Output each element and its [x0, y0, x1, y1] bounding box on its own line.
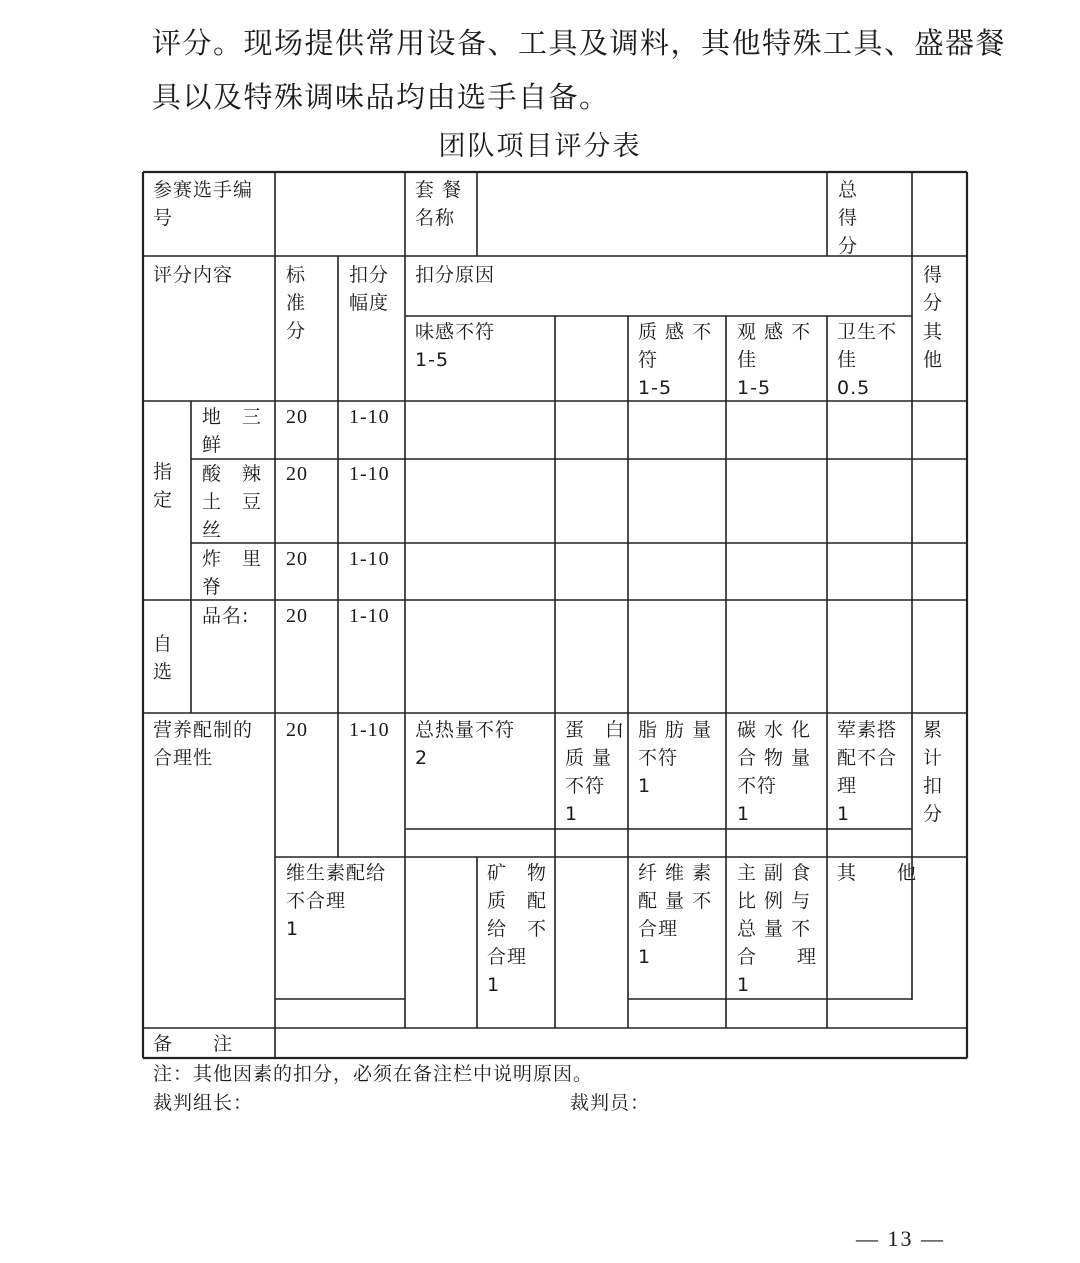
standard-score-label: 标 准 分 — [286, 264, 307, 342]
nutrition-calories: 总热量不符 2 — [415, 719, 516, 769]
nutrition-cumulative: 累 计 扣 分 — [923, 719, 944, 825]
reason-taste: 味感不符 1-5 — [415, 321, 496, 371]
judge-label: 裁判员： — [570, 1092, 651, 1114]
dish-range: 1-10 — [349, 406, 390, 428]
nutrition-mineral: 矿 物 质 配 给 不 合理 1 — [487, 862, 548, 996]
table-title: 团队项目评分表 — [438, 131, 642, 162]
chief-judge-label: 裁判组长： — [153, 1092, 254, 1114]
reason-texture: 质 感 不 符 1-5 — [638, 321, 713, 399]
page-number: — 13 — — [856, 1226, 945, 1251]
selfselect-standard: 20 — [286, 605, 308, 627]
reason-hygiene: 卫生不 佳 0.5 — [837, 321, 898, 399]
selfselect-range: 1-10 — [349, 605, 390, 627]
contestant-number-label: 参赛选手编 号 — [153, 179, 254, 229]
dish-standard: 20 — [286, 463, 308, 485]
remark-label: 备 注 — [153, 1033, 234, 1055]
nutrition-other: 其 他 — [837, 862, 918, 884]
nutrition-protein: 蛋 白 质 量 不符 1 — [565, 719, 626, 825]
meal-name-label: 套 餐 名称 — [415, 179, 463, 229]
dish-name: 地 三 鲜 — [202, 406, 263, 456]
dish-standard: 20 — [286, 548, 308, 570]
nutrition-range: 1-10 — [349, 719, 390, 741]
intro-line-1: 评分。现场提供常用设备、工具及调料，其他特殊工具、盛器餐 — [152, 26, 1007, 60]
intro-line-2: 具以及特殊调味品均由选手自备。 — [152, 80, 610, 114]
designated-label: 指 定 — [153, 461, 174, 511]
nutrition-veg: 荤素搭 配不合 理 1 — [837, 719, 898, 825]
footnote: 注：其他因素的扣分，必须在备注栏中说明原因。 — [153, 1063, 594, 1085]
score-content-label: 评分内容 — [153, 264, 234, 286]
deduct-reason-label: 扣分原因 — [415, 264, 496, 286]
nutrition-fat: 脂 肪 量 不符 1 — [638, 719, 713, 797]
nutrition-fiber: 纤 维 素 配 量 不 合理 1 — [638, 862, 713, 968]
dish-name: 酸 辣 土 豆 丝 — [202, 463, 263, 541]
nutrition-standard: 20 — [286, 719, 308, 741]
total-score-label: 总 得 分 — [838, 179, 859, 257]
deduct-range-label: 扣分 幅度 — [349, 264, 390, 314]
reason-other: 其 他 — [923, 321, 944, 371]
dish-range: 1-10 — [349, 548, 390, 570]
selfselect-dish-name: 品名: — [202, 605, 250, 627]
dish-name: 炸 里 脊 — [202, 548, 263, 598]
dish-range: 1-10 — [349, 463, 390, 485]
dish-standard: 20 — [286, 406, 308, 428]
earned-score-label: 得 分 — [923, 264, 944, 314]
nutrition-carb: 碳 水 化 合 物 量 不符 1 — [737, 719, 812, 825]
reason-appearance: 观 感 不 佳 1-5 — [737, 321, 812, 399]
nutrition-label: 营养配制的 合理性 — [153, 719, 254, 769]
nutrition-ratio: 主 副 食 比 例 与 总 量 不 合 理 1 — [737, 862, 818, 996]
nutrition-vitamin: 维生素配给 不合理 1 — [286, 862, 387, 940]
selfselect-label: 自 选 — [153, 633, 174, 683]
